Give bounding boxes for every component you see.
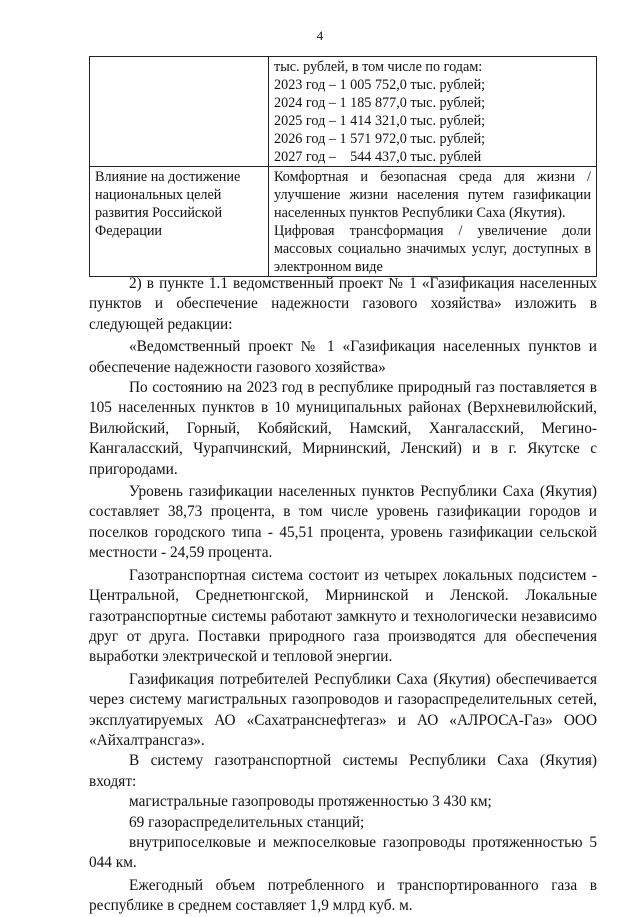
paragraph-project-title: «Ведомственный проект № 1 «Газификация населенных пунктов и обеспечение надежности газового хозяйства» [89,338,597,376]
page-number: 4 [316,28,324,43]
funding-line: 2025 год – 1 414 321,0 тыс. рублей; [274,113,486,129]
document-body [89,274,597,917]
paragraph-amendment: 2) в пункте 1.1 ведомственный проект № 1 «Газификация населенных пунктов и обеспечение надежности газового хозяйства» изложить в следующей редакции: [89,275,597,333]
project-info-table [89,56,597,277]
funding-line: 2023 год – 1 005 752,0 тыс. рублей; [274,77,486,93]
funding-by-year-cell [269,57,597,167]
funding-line: 2027 год – 544 437,0 тыс. рублей [274,149,482,165]
funding-line: 2024 год – 1 185 877,0 тыс. рублей; [274,95,486,111]
paragraph-gasification-level: Уровень газификации населенных пунктов Республики Саха (Якутия) составляет 38,73 процента, в том числе уровень газификации городов и поселков городского типа - 45,51 процента, уровень газификации сельской местности - 24,59 процента. [89,483,597,562]
paragraph-operators: Газификация потребителей Республики Саха (Якутия) обеспечивается через систему магистральных газопроводов и газораспределительных сетей, эксплуатируемых АО «Сахатранснефтегаз» и АО «АЛРОСА-Газ» ООО «Айхалтрансгаз». [89,670,597,749]
national-goals-label: Влияние на достижение национальных целей развития Российской Федерации [90,167,269,277]
national-goals-cell [269,167,597,277]
national-goal-1: Комфортная и безопасная среда для жизни /улучшение жизни населения путем газификации населенных пунктов Республики Саха (Якутия). [274,169,591,221]
paragraph-stations: 69 газораспределительных станций; [129,813,365,831]
paragraph-system-composition: В систему газотранспортной системы Республики Саха (Якутия) входят: [89,752,597,790]
table-cell-empty [90,57,269,167]
paragraph-pipelines: магистральные газопроводы протяженностью 3 430 км; [129,793,492,811]
table-row [90,167,597,277]
paragraph-annual-volume: Ежегодный объем потребленного и транспортированного газа в республике в среднем составляет 1,9 млрд куб. м. [89,876,597,915]
paragraph-gas-supply: По состоянию на 2023 год в республике природный газ поставляется в 105 населенных пунктов в 10 муниципальных районах (Верхневилюйский, Вилюйский, Горный, Кобяйский, Намский, Хангаласский, Мегино-Кангаласский, Чурапчинский, Мирнинский, Ленский) и в г. Якутске с пригородами. [89,379,597,478]
national-goal-2: Цифровая трансформация / увеличение доли массовых социально значимых услуг, доступных в электронном виде [274,223,591,275]
paragraph-gas-transport-system: Газотранспортная система состоит из четырех локальных подсистем - Центральной, Среднетюнгской, Мирнинской и Ленской. Локальные газотранспортные системы работают замкнуто и технологически независимо друг от друга. Поставки природного газа производятся для обеспечения выработки электрической и тепловой энергии. [89,566,597,666]
funding-line: тыс. рублей, в том числе по годам: [274,59,483,75]
funding-line: 2026 год – 1 571 972,0 тыс. рублей; [274,131,486,147]
paragraph-distribution-pipelines: внутрипоселковые и межпоселковые газопроводы протяженностью 5 044 км. [89,833,597,872]
table-row [90,57,597,167]
